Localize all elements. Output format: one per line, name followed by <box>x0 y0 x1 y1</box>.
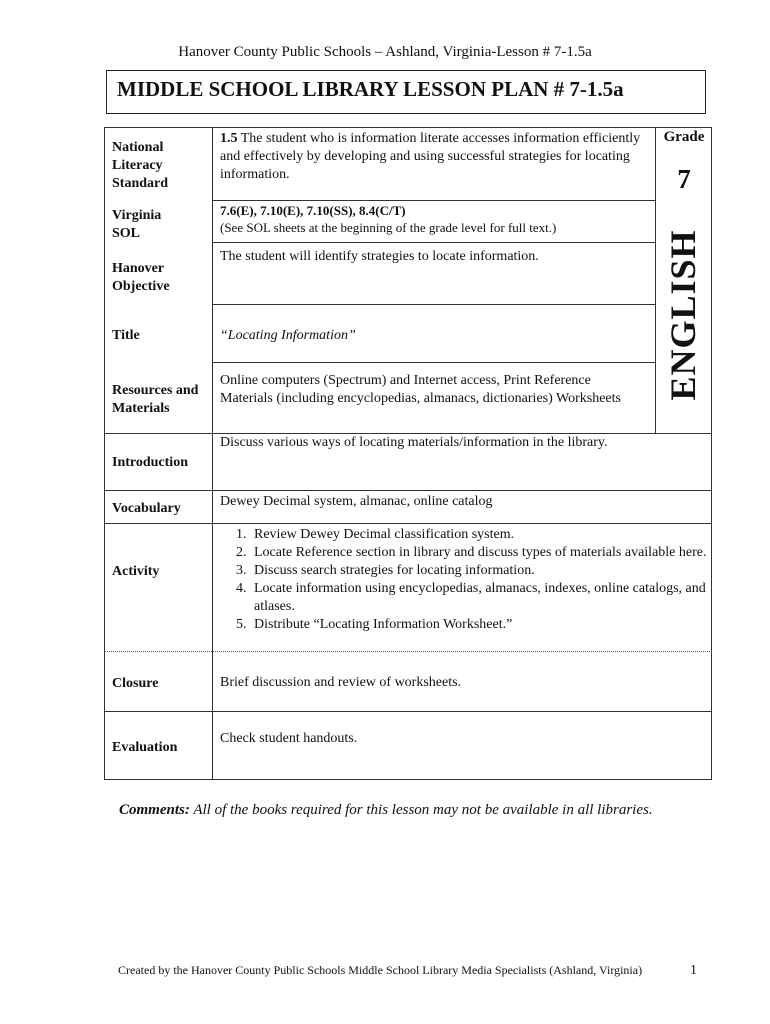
label-title: Title <box>112 328 140 343</box>
activity-item: 5. Distribute “Locating Information Worksheet.” <box>250 616 708 634</box>
label-vocabulary: Vocabulary <box>112 501 181 516</box>
lesson-plan-title-text: MIDDLE SCHOOL LIBRARY LESSON PLAN # 7-1.5a <box>117 77 624 101</box>
table-border-right <box>711 127 712 780</box>
grade-label: Grade <box>663 129 705 145</box>
label-closure: Closure <box>112 676 159 691</box>
lesson-plan-title <box>106 70 706 114</box>
label-introduction: Introduction <box>112 455 188 470</box>
introduction-text: Discuss various ways of locating materials/information in the library. <box>220 435 608 450</box>
subject-label: ENGLISH <box>663 229 703 401</box>
standard-description: The student who is information literate accesses information efficiently and effectively by developing and using successful strategies for locating information. <box>220 131 641 182</box>
row-divider <box>212 242 655 243</box>
page-header: Hanover County Public Schools – Ashland, Virginia-Lesson # 7-1.5a <box>178 44 592 60</box>
closure-text: Brief discussion and review of worksheets. <box>220 675 462 690</box>
row-divider <box>212 362 655 363</box>
resources-text: Online computers (Spectrum) and Internet access, Print Reference Materials (including encyclopedias, almanacs, dictionaries) Worksheets <box>220 373 621 406</box>
activity-list <box>220 526 708 634</box>
label-national-literacy-standard: National Literacy Standard <box>112 140 169 191</box>
activity-item: 1. Review Dewey Decimal classification system. <box>250 526 708 544</box>
page-footer: Created by the Hanover County Public Schools Middle School Library Media Specialists (Ashland, Virginia) <box>118 963 643 977</box>
comments-label: Comments: <box>119 802 190 818</box>
grade-value: 7 <box>677 164 691 194</box>
label-activity: Activity <box>112 564 160 579</box>
objective-text: The student will identify strategies to locate information. <box>220 249 539 264</box>
row-divider <box>104 711 712 712</box>
row-divider <box>104 651 712 652</box>
label-hanover-objective: Hanover Objective <box>112 261 170 294</box>
row-divider <box>212 200 655 201</box>
evaluation-text: Check student handouts. <box>220 731 358 746</box>
sol-note: (See SOL sheets at the beginning of the grade level for full text.) <box>220 220 557 235</box>
comments <box>119 802 653 819</box>
label-virginia-sol: Virginia SOL <box>112 208 162 241</box>
activity-item: 3. Discuss search strategies for locating information. <box>250 562 708 580</box>
label-evaluation: Evaluation <box>112 740 178 755</box>
lesson-title-text: “Locating Information” <box>220 328 356 343</box>
row-divider <box>212 304 655 305</box>
activity-cell <box>220 526 708 634</box>
label-column-divider <box>212 127 213 780</box>
activity-item: 2. Locate Reference section in library and discuss types of materials available here. <box>250 544 708 562</box>
table-border-left <box>104 127 105 780</box>
comments-text: All of the books required for this lesson may not be available in all libraries. <box>189 802 653 818</box>
activity-item: 4. Locate information using encyclopedias, almanacs, indexes, online catalogs, and atlases. <box>250 580 708 616</box>
sol-cell <box>220 202 650 236</box>
label-resources: Resources and Materials <box>112 383 199 416</box>
row-divider <box>104 523 712 524</box>
table-border-bottom <box>104 779 712 780</box>
standard-text <box>220 130 650 184</box>
vocabulary-text: Dewey Decimal system, almanac, online catalog <box>220 494 493 509</box>
standard-number: 1.5 <box>220 131 238 146</box>
table-border-top <box>104 127 712 128</box>
sol-codes: 7.6(E), 7.10(E), 7.10(SS), 8.4(C/T) <box>220 203 406 218</box>
page-number: 1 <box>690 963 697 978</box>
row-divider <box>104 490 712 491</box>
